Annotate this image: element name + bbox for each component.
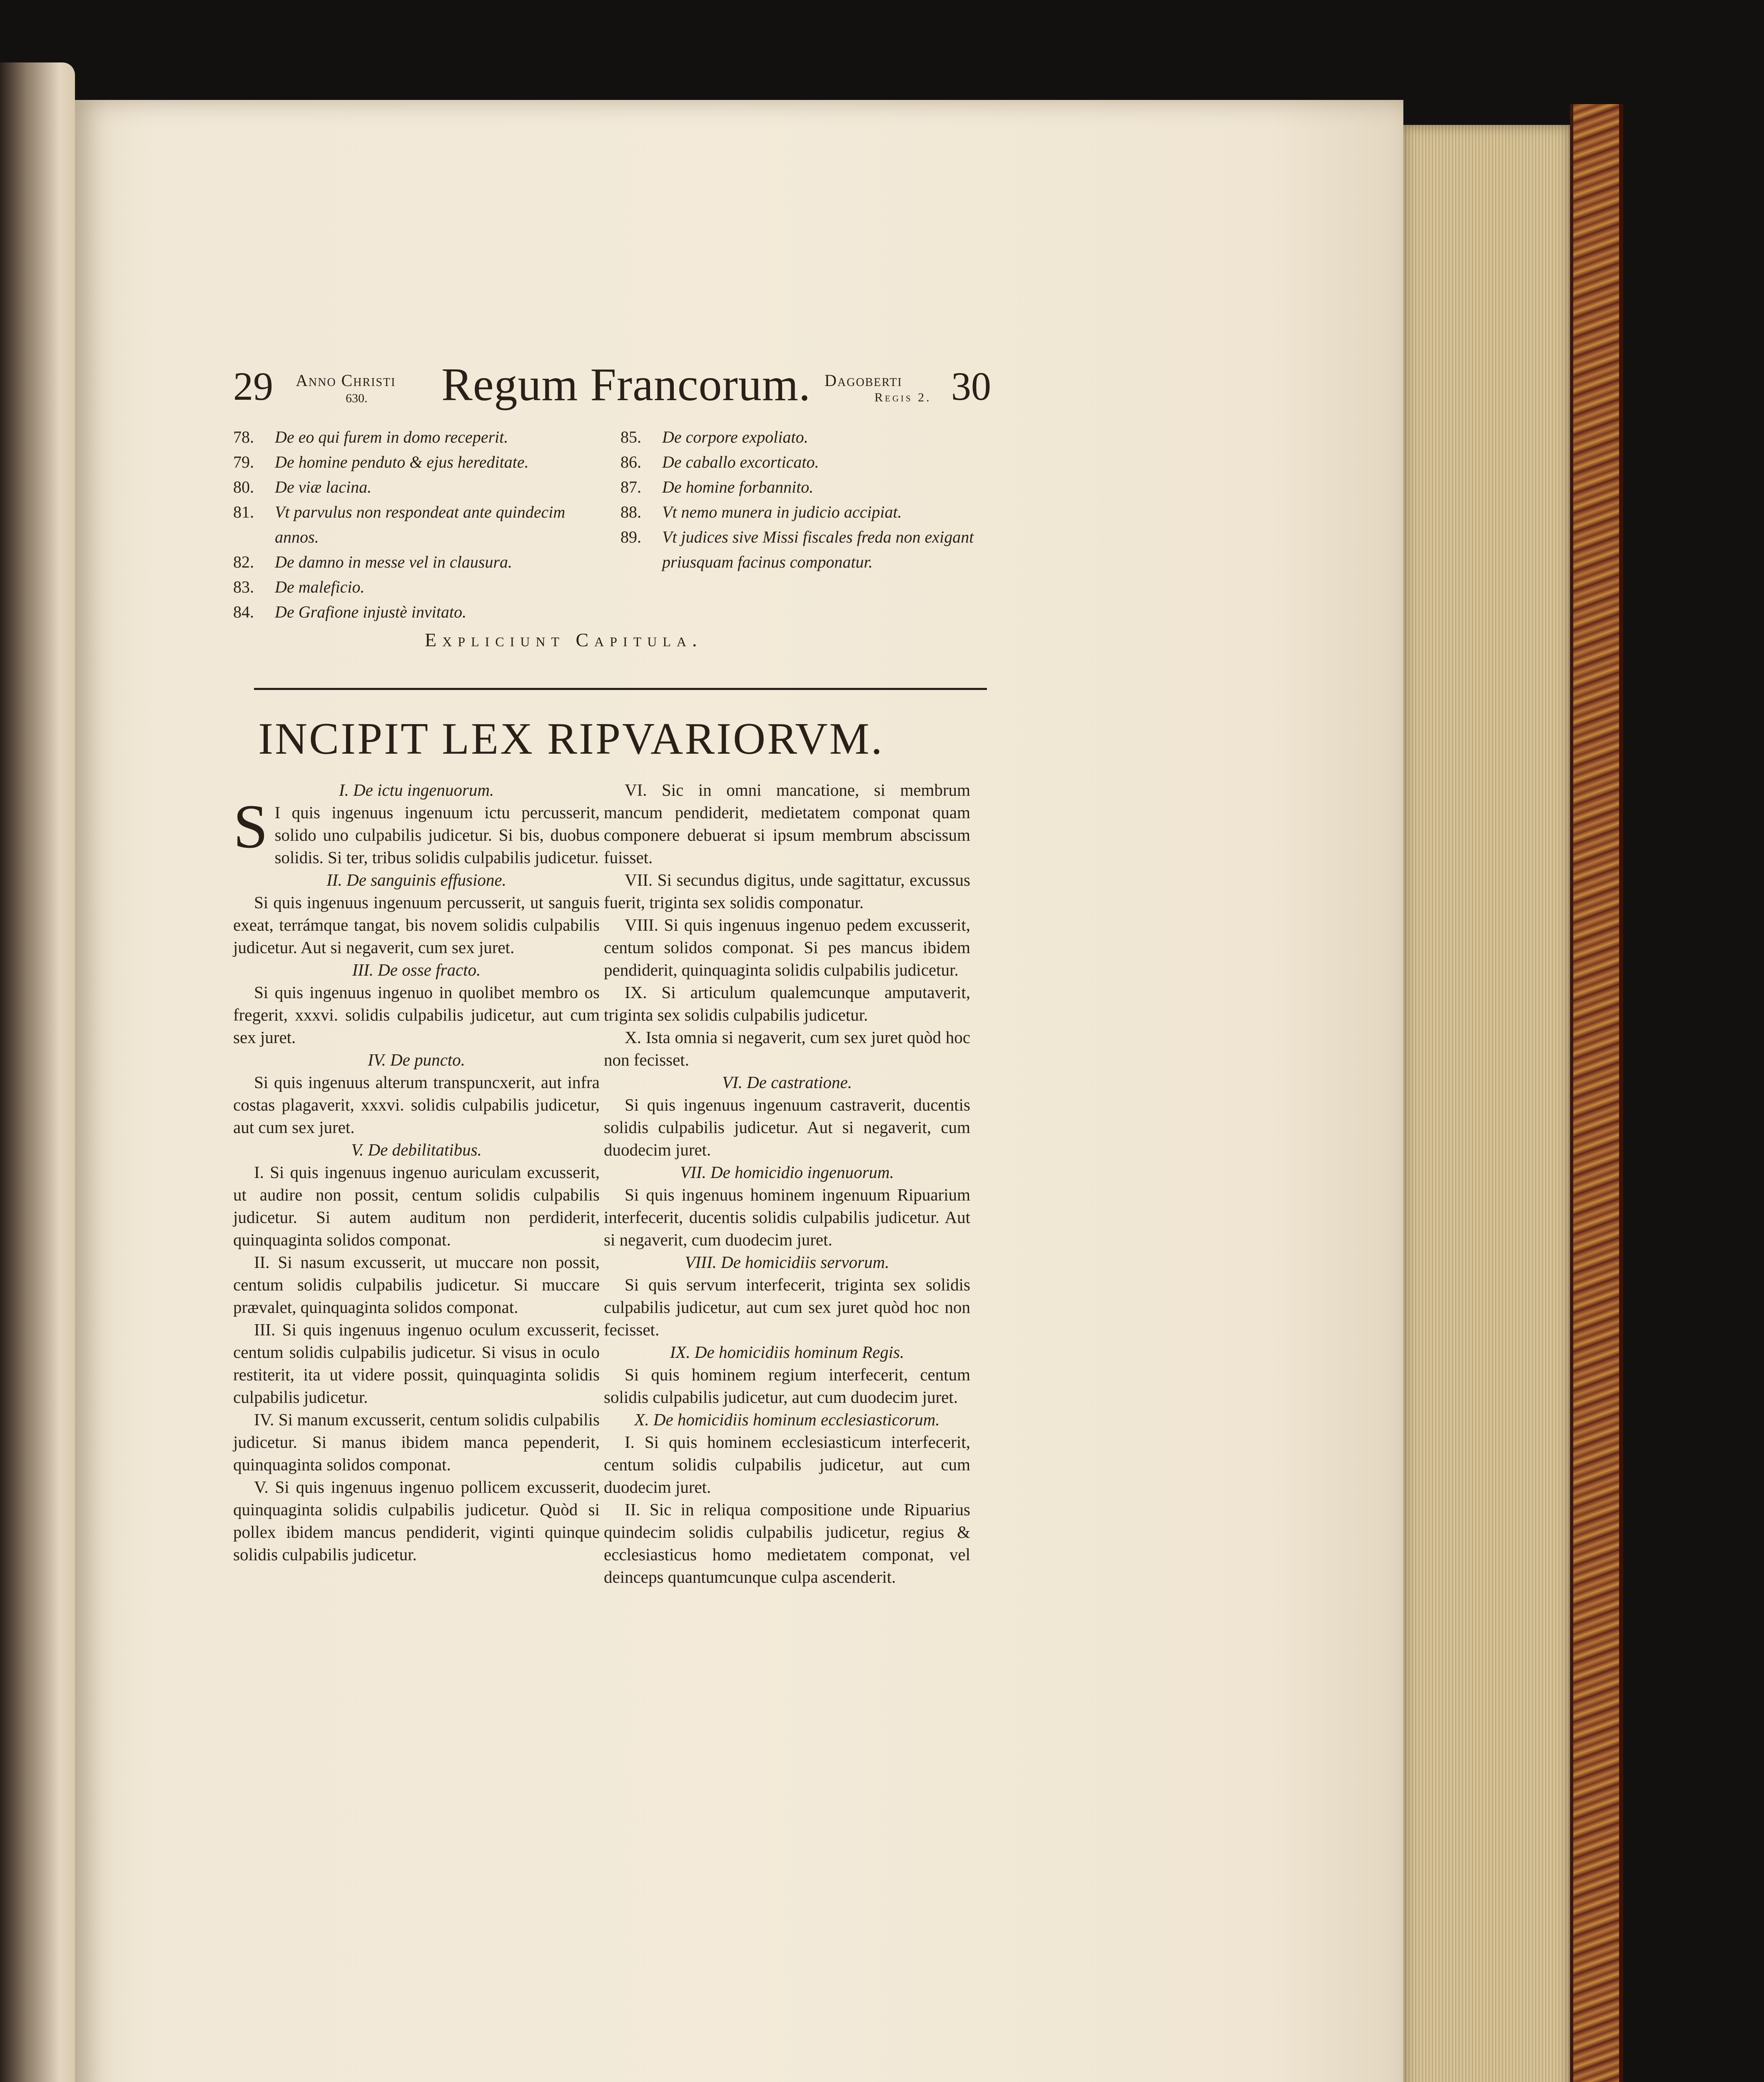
- toc-num: 82.: [233, 553, 254, 571]
- toc-num: 89.: [620, 528, 641, 546]
- toc-text: De damno in messe vel in clausura.: [275, 553, 512, 571]
- toc-text: De Grafione injustè invitato.: [275, 603, 466, 621]
- paragraph: [233, 792, 600, 869]
- toc-num: 88.: [620, 503, 641, 521]
- paragraph: Si quis ingenuus ingenuum percusserit, ut sanguis exeat, terrámque tangat, bis novem solidis culpabilis judicetur. Aut si negaverit, cum sex juret.: [233, 893, 600, 957]
- paragraph: VII. Si secundus digitus, unde sagittatur, excussus fuerit, triginta sex solidis componatur.: [604, 870, 970, 912]
- paragraph: V. Si quis ingenuus ingenuo pollicem excusserit, quinquaginta solidis culpabilis judicetur. Quòd si pollex ibidem mancus pendiderit, viginti quinque solidis culpabilis judicetur.: [233, 1477, 600, 1564]
- paragraph: II. Si nasum excusserit, ut muccare non possit, centum solidis culpabilis judicetur. Si muccare prævalet, quinquaginta solidos componat.: [233, 1253, 600, 1317]
- toc-num: 86.: [620, 453, 641, 471]
- section-heading: I. De ictu ingenuorum.: [339, 780, 494, 799]
- section-heading: II. De sanguinis effusione.: [326, 870, 506, 889]
- paragraph: II. Sic in reliqua compositione unde Ripuarius quindecim solidis culpabilis judicetur, regius & ecclesiasticus homo medietatem componat, vel deinceps quantumcunque culpa ascenderit.: [604, 1500, 970, 1586]
- toc-row: [233, 575, 600, 600]
- page-block-edge: [1403, 125, 1570, 2082]
- toc-left: [233, 425, 600, 625]
- section-heading: VII. De homicidio ingenuorum.: [680, 1163, 894, 1182]
- text-column-right: [604, 779, 970, 1588]
- toc-row: [620, 450, 995, 475]
- toc-num: 78.: [233, 428, 254, 446]
- toc-num: 79.: [233, 453, 254, 471]
- explicit-capitula: Expliciunt Capitula.: [425, 629, 703, 650]
- paragraph: VIII. Si quis ingenuus ingenuo pedem excusserit, centum solidos componat. Si pes mancus ibidem pendiderit, quinquaginta solidis culpabilis judicetur.: [604, 915, 970, 979]
- toc-row: [233, 500, 600, 550]
- toc-right: [620, 425, 995, 575]
- paragraph: VI. Sic in omni mancatione, si membrum mancum pendiderit, medietatem componat quam componere debuerat si ipsum membrum abscissum fuisset.: [604, 780, 970, 867]
- paragraph: Si quis ingenuus hominem ingenuum Ripuarium interfecerit, ducentis solidis culpabilis judicetur. Aut si negaverit, cum duodecim juret.: [604, 1185, 970, 1249]
- toc-text: Vt parvulus non respondeat ante quindecim annos.: [275, 503, 566, 546]
- toc-row: [233, 550, 600, 575]
- section-heading: VI. De castratione.: [722, 1073, 852, 1092]
- toc-row: [233, 450, 600, 475]
- toc-num: 87.: [620, 478, 641, 496]
- section-heading: V. De debilitatibus.: [351, 1140, 482, 1159]
- paragraph: Si quis servum interfecerit, triginta sex solidis culpabilis judicetur, aut cum sex juret quòd hoc non fecisset.: [604, 1275, 970, 1339]
- page-number-right: 30: [951, 364, 991, 408]
- text-column-left: [233, 779, 600, 1566]
- section-heading: III. De osse fracto.: [352, 960, 481, 979]
- paragraph: Si quis ingenuus alterum transpuncxerit, aut infra costas plagaverit, xxxvi. solidis culpabilis judicetur, aut cum sex juret.: [233, 1073, 600, 1137]
- page-number-left: 29: [233, 364, 273, 408]
- toc-row: [233, 425, 600, 450]
- section-heading: VIII. De homicidiis servorum.: [685, 1253, 889, 1272]
- paragraph: I. Si quis hominem ecclesiasticum interfecerit, centum solidis culpabilis judicetur, aut cum duodecim juret.: [604, 1432, 970, 1497]
- toc-row: [620, 425, 995, 450]
- paragraph: X. Ista omnia si negaverit, cum sex juret quòd hoc non fecisset.: [604, 1028, 970, 1069]
- toc-num: 85.: [620, 428, 641, 446]
- toc-text: De viæ lacina.: [275, 478, 372, 496]
- paragraph: IV. Si manum excusserit, centum solidis culpabilis judicetur. Si manus ibidem manca pependerit, quinquaginta solidos componat.: [233, 1410, 600, 1474]
- header-year: 630.: [346, 391, 368, 405]
- toc-num: 84.: [233, 603, 254, 621]
- paragraph-text: I quis ingenuus ingenuum ictu percusserit, solido uno culpabilis judicetur. Si bis, duobus solidis. Si ter, tribus solidis culpabilis judicetur.: [274, 803, 600, 867]
- toc-text: Vt judices sive Missi fiscales freda non exigant priusquam facinus componatur.: [662, 528, 974, 571]
- running-header: [233, 359, 991, 416]
- toc-row: [620, 525, 995, 575]
- paragraph: III. Si quis ingenuus ingenuo oculum excusserit, centum solidis culpabilis judicetur. Si visus in oculo restiterit, ita ut videre possit, quinquaginta solidis culpabilis judicetur.: [233, 1320, 600, 1407]
- drop-cap: S: [233, 792, 268, 861]
- toc-text: De maleficio.: [275, 578, 365, 596]
- toc-text: De homine penduto & ejus hereditate.: [275, 453, 529, 471]
- toc-num: 83.: [233, 578, 254, 596]
- toc-text: De corpore expoliato.: [662, 428, 808, 446]
- toc-row: [233, 600, 600, 625]
- section-heading: X. De homicidiis hominum ecclesiasticorum.: [634, 1410, 940, 1429]
- toc-text: De caballo excorticato.: [662, 453, 819, 471]
- section-heading: IX. De homicidiis hominum Regis.: [670, 1342, 904, 1362]
- toc-row: [233, 475, 600, 500]
- header-regis: Regis 2.: [875, 391, 932, 404]
- toc-text: De eo qui furem in domo receperit.: [275, 428, 508, 446]
- paragraph: I. Si quis ingenuus ingenuo auriculam excusserit, ut audire non possit, centum solidis culpabilis judicetur. Si autem auditum non perdiderit, quinquaginta solidos componat.: [233, 1163, 600, 1249]
- header-dagoberti: Dagoberti: [825, 371, 902, 390]
- paragraph: Si quis ingenuus ingenuo in quolibet membro os fregerit, xxxvi. solidis culpabilis judicetur, aut cum sex juret.: [233, 983, 600, 1047]
- toc-row: [620, 475, 995, 500]
- toc-text: De homine forbannito.: [662, 478, 814, 496]
- header-title: Regum Francorum.: [441, 359, 811, 411]
- toc-num: 81.: [233, 503, 254, 521]
- paragraph: Si quis hominem regium interfecerit, centum solidis culpabilis judicetur, aut cum duodecim juret.: [604, 1365, 970, 1407]
- divider-rule: [254, 688, 987, 690]
- incipit-title: INCIPIT LEX RIPVARIORVM.: [258, 714, 884, 764]
- paragraph: IX. Si articulum qualemcunque amputaverit, triginta sex solidis culpabilis judicetur.: [604, 983, 970, 1024]
- toc-text: Vt nemo munera in judicio accipiat.: [662, 503, 902, 521]
- toc-row: [620, 500, 995, 525]
- left-page-edge: [0, 62, 75, 2082]
- section-heading: IV. De puncto.: [368, 1050, 465, 1069]
- toc-num: 80.: [233, 478, 254, 496]
- paragraph: Si quis ingenuus ingenuum castraverit, ducentis solidis culpabilis judicetur. Aut si negaverit, cum duodecim juret.: [604, 1095, 970, 1159]
- marbled-cover-edge: [1570, 104, 1623, 2082]
- anno-christi: Anno Christi: [296, 371, 396, 390]
